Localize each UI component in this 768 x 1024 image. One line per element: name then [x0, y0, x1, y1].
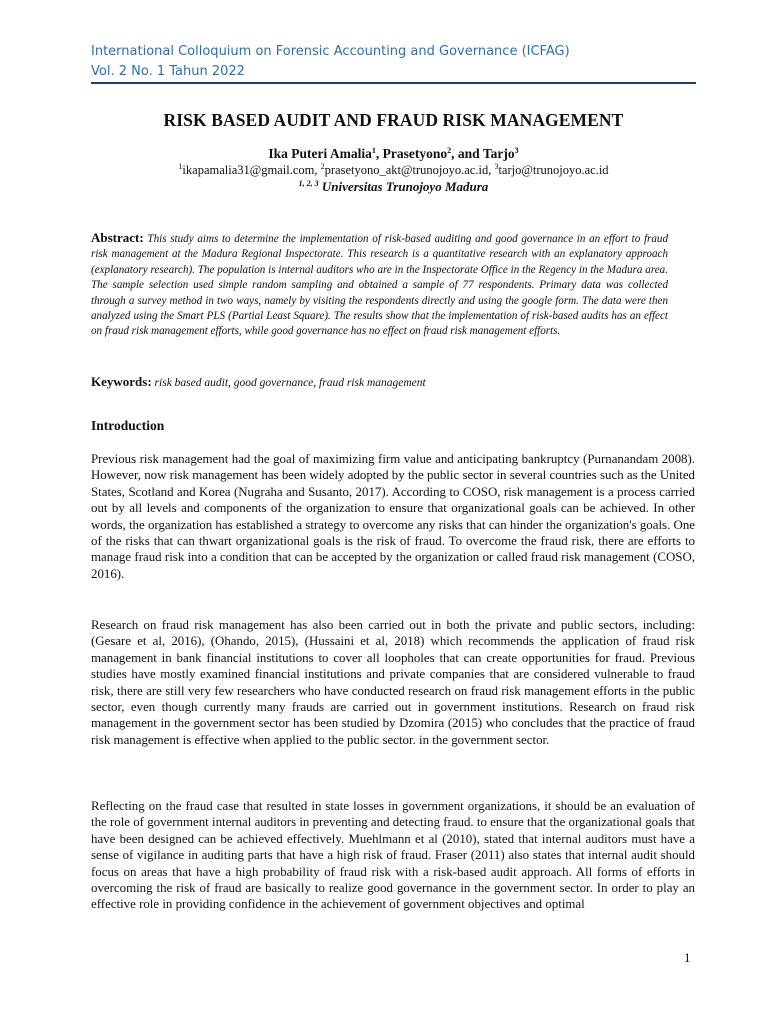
author-name: Ika Puteri Amalia [268, 146, 372, 161]
journal-volume: Vol. 2 No. 1 Tahun 2022 [91, 64, 245, 79]
author-sup: 1 [371, 146, 376, 155]
email-sup: 3 [494, 162, 499, 171]
email-sup: 2 [320, 162, 325, 171]
body-paragraph: Reflecting on the fraud case that resulted in state losses in government organizations, it should be an evaluation of the role of government internal auditors in preventing and detecting fraud. to ensure that the organizational goals that have been designed can be achieved effectively. Muehlmann et al (2010), stated that internal auditors must have a sense of vigilance in auditing parts that have a high risk of fraud. Fraser (2011) also states that internal audit should focus on areas that have a high probability of fraud risk with a risk-based audit approach. All forms of efforts in overcoming the risk of fraud are basically to realize good governance in the government sector. In order to play an effective role in providing confidence in the achievement of government objectives and optimal [91, 799, 695, 912]
author-sup: 3 [514, 146, 519, 155]
abstract-label: Abstract: [91, 230, 144, 245]
keywords-block [91, 374, 696, 390]
affiliation-name: Universitas Trunojoyo Madura [318, 179, 489, 194]
affiliation-sup: 1, 2, 3 [298, 179, 319, 188]
affiliation [91, 179, 696, 195]
body-paragraph: Previous risk management had the goal of maximizing firm value and anticipating bankruptcy (Purnanandam 2008). However, now risk management has been widely adopted by the public sector in several countries such as the United States, Scotland and Korea (Nugraha and Susanto, 2017). According to COSO, risk management is a process carried out by all levels and components of the organization to ensure that organizational goals can be achieved. In other words, the organization has established a strategy to overcome any risks that can hinder the organization's goals. One of the risks that can thwart organizational goals is the risk of fraud. To overcome the fraud risk, there are efforts to manage fraud risk into a condition that can be accepted by the organization or called fraud risk management (COSO, 2016). [91, 452, 695, 581]
header-divider [91, 82, 696, 84]
author-sup: 2 [447, 146, 452, 155]
author-emails [91, 163, 696, 178]
abstract-block [91, 230, 668, 340]
email-link[interactable]: prasetyono_akt@trunojoyo.ac.id, [324, 163, 495, 177]
author-name: Prasetyono [382, 146, 448, 161]
email-link[interactable]: ikapamalia31@gmail.com, [182, 163, 321, 177]
author-separator: , and [451, 146, 483, 161]
keywords-text: risk based audit, good governance, fraud risk management [151, 377, 426, 389]
author-line [91, 146, 696, 162]
journal-header [91, 42, 696, 82]
author-separator: , [375, 146, 383, 161]
abstract-text: This study aims to determine the implementation of risk-based auditing and good governance in an effort to fraud risk management at the Madura Regional Inspectorate. This research is a quantitative research with an explanatory approach (explanatory research). The population is internal auditors who are in the Inspectorate Office in the Regency in the Madura area. The sample selection used simple random sampling and obtained a sample of 77 respondents. Primary data was collected through a survey method in two ways, namely by visiting the respondents directly and using the google form. The data were then analyzed using the Smart PLS (Partial Least Square). The results show that the implementation of risk-based audits has an effect on fraud risk management efforts, while good governance has no effect on fraud risk management efforts. [91, 233, 668, 338]
page-number: 1 [684, 950, 691, 965]
email-link[interactable]: tarjo@trunojoyo.ac.id [498, 163, 609, 177]
author-name: Tarjo [482, 146, 515, 161]
email-sup: 1 [178, 162, 183, 171]
journal-name: International Colloquium on Forensic Accounting and Governance (ICFAG) [91, 44, 570, 59]
body-paragraph: Research on fraud risk management has also been carried out in both the private and public sectors, including: (Gesare et al, 2016), (Ohando, 2015), (Hussaini et al, 2018) which recommends the application of fraud risk management in bank financial institutions to cover all loopholes that can create opportunities for fraud. Previous studies have mostly examined financial institutions and private companies that are considered vulnerable to fraud risk, there are still very few researchers who have conducted research on fraud risk management efforts in the public sector, even though currently many frauds are carried out in government institutions. Research on fraud risk management in the government sector has been studied by Dzomira (2015) who concludes that the practice of fraud risk management is effective when applied to the public sector. in the government sector. [91, 618, 695, 747]
keywords-label: Keywords: [91, 374, 152, 389]
paper-title: RISK BASED AUDIT AND FRAUD RISK MANAGEMENT [163, 110, 624, 130]
section-heading: Introduction [91, 418, 165, 433]
